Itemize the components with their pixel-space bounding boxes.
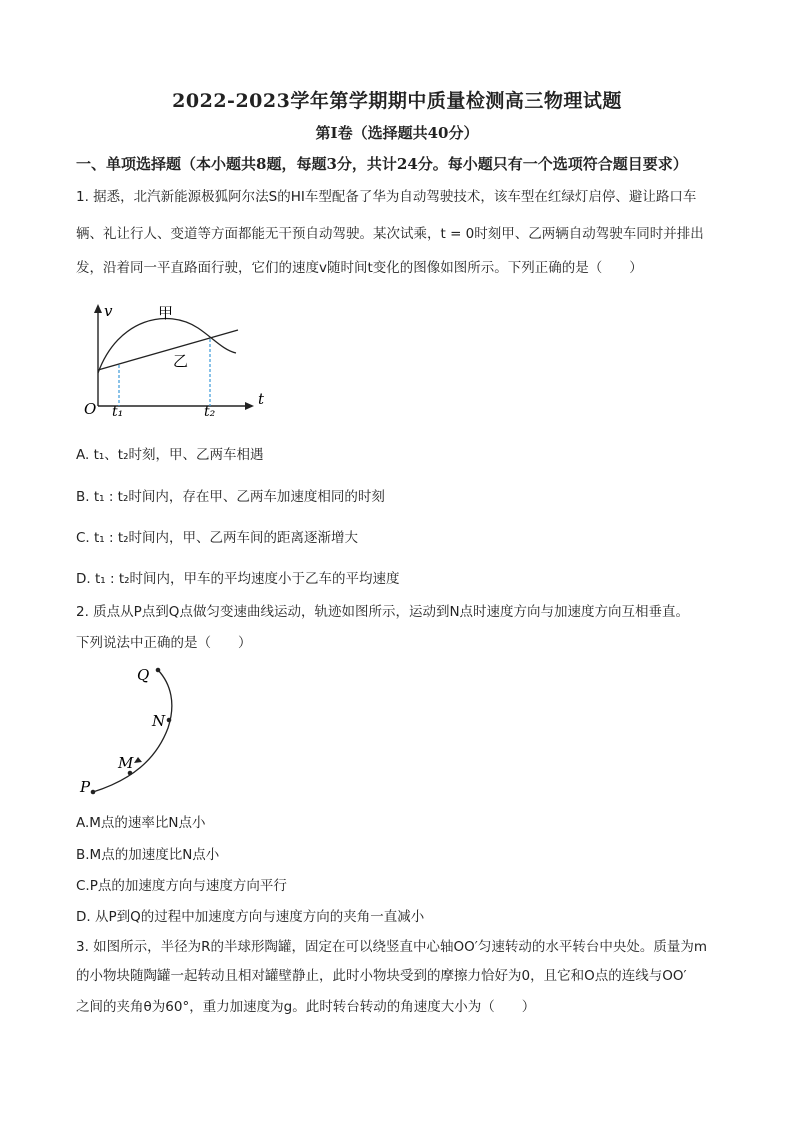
point-n — [167, 718, 172, 723]
section-heading: 一、单项选择题（本小题共8题，每题3分，共计24分。每小题只有一个选项符合题目要求） — [76, 155, 688, 173]
t2-label: t₂ — [204, 404, 216, 420]
direction-arrow — [134, 757, 142, 763]
q1-option-b: B. t₁ : t₂时间内，存在甲、乙两车加速度相同的时刻 — [76, 489, 385, 505]
q1-text-line-2: 辆、礼让行人、变道等方面都能无干预自动驾驶。某次试乘，t = 0时刻甲、乙两辆自动驾驶车同时并排出 — [76, 226, 704, 242]
q3-text-line-2: 的小物块随陶罐一起转动且相对罐壁静止，此时小物块受到的摩擦力恰好为0，且它和O点的连线与OO′ — [76, 968, 687, 984]
q1-text-line-3: 发，沿着同一平直路面行驶，它们的速度v随时间t变化的图像如图所示。下列正确的是（ ） — [76, 260, 643, 276]
section-subtitle: 第Ⅰ卷（选择题共40分） — [315, 124, 479, 142]
trajectory-curve — [93, 670, 172, 792]
q1-text-line-1: 1. 据悉，北汽新能源极狐阿尔法S的HI车型配备了华为自动驾驶技术，该车型在红绿灯启停、避让路口车 — [76, 189, 697, 205]
point-q — [156, 668, 161, 673]
v-axis-arrow — [94, 304, 102, 313]
label-n: N — [152, 712, 166, 730]
t-axis-arrow — [245, 402, 254, 410]
q2-option-d: D. 从P到Q的过程中加速度方向与速度方向的夹角一直减小 — [76, 909, 425, 925]
yi-line — [98, 330, 238, 370]
point-p — [91, 790, 96, 795]
q2-option-b: B.M点的加速度比N点小 — [76, 847, 220, 863]
jia-label: 甲 — [158, 304, 174, 322]
q1-option-c: C. t₁ : t₂时间内，甲、乙两车间的距离逐渐增大 — [76, 530, 359, 546]
q3-text-line-1: 3. 如图所示，半径为R的半球形陶罐，固定在可以绕竖直中心轴OO′匀速转动的水平转台中央处。质量为m — [76, 939, 708, 955]
q1-option-a: A. t₁、t₂时刻，甲、乙两车相遇 — [76, 447, 264, 463]
q2-text-line-1: 2. 质点从P点到Q点做匀变速曲线运动，轨迹如图所示，运动到N点时速度方向与加速度方向互相垂直。 — [76, 604, 690, 620]
v-label: v — [104, 302, 113, 320]
label-q: Q — [137, 666, 150, 684]
q2-trajectory-figure — [76, 662, 196, 800]
jia-curve — [98, 318, 236, 373]
yi-label: 乙 — [173, 352, 189, 370]
page-title: 2022-2023学年第学期期中质量检测高三物理试题 — [172, 90, 622, 112]
origin-label: O — [84, 400, 97, 418]
q2-option-c: C.P点的加速度方向与速度方向平行 — [76, 878, 287, 894]
q3-text-line-3: 之间的夹角θ为60°，重力加速度为g。此时转台转动的角速度大小为（ ） — [76, 999, 536, 1015]
q2-option-a: A.M点的速率比N点小 — [76, 815, 206, 831]
q1-velocity-time-graph — [78, 298, 278, 423]
q2-text-line-2: 下列说法中正确的是（ ） — [76, 635, 252, 651]
t1-label: t₁ — [112, 404, 124, 420]
t-label: t — [258, 390, 265, 408]
q1-option-d: D. t₁ : t₂时间内，甲车的平均速度小于乙车的平均速度 — [76, 571, 400, 587]
label-m: M — [118, 754, 134, 772]
label-p: P — [80, 778, 91, 796]
